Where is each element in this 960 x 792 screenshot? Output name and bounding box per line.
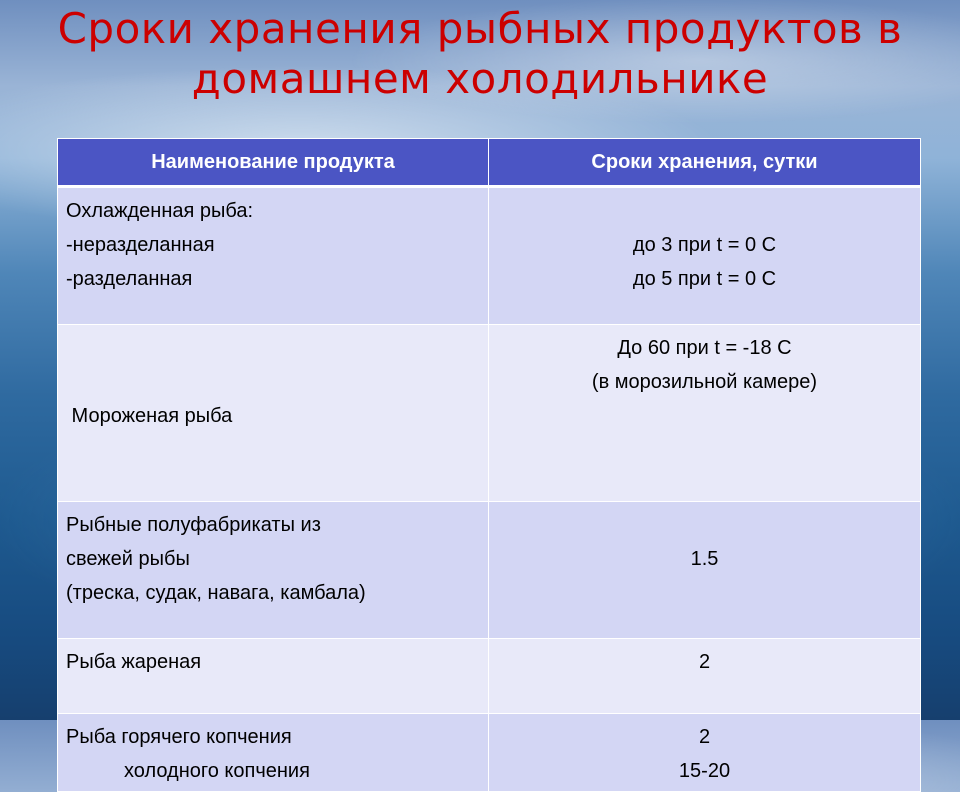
product-cell [58,639,489,714]
storage-time-line: до 3 при t = 0 С [632,234,777,256]
product-line: -разделанная [66,268,193,290]
storage-table [57,138,921,792]
storage-time-line: до 5 при t = 0 С [632,268,777,290]
product-cell [58,714,489,792]
product-line: -неразделанная [66,234,215,256]
table-row [58,187,921,325]
product-line: Мороженая рыба [66,405,233,427]
storage-time-cell [489,502,921,639]
table-row [58,714,921,792]
product-line: Охлажденная рыба: [66,200,254,222]
table-row [58,639,921,714]
storage-time-line: До 60 при t = -18 С [617,337,792,359]
storage-time-line: 2 [698,726,711,748]
product-line: свежей рыбы [66,548,190,570]
column-header-product: Наименование продукта [58,139,489,187]
storage-time-cell [489,639,921,714]
product-cell [58,325,489,502]
slide-title-line-2: домашнем холодильнике [191,54,769,103]
product-line: Рыба горячего копчения [66,726,292,748]
storage-time-cell [489,325,921,502]
slide-title-line-1: Сроки хранения рыбных продуктов в [57,4,903,53]
storage-time-line: 2 [698,651,711,673]
storage-time-cell [489,714,921,792]
product-cell [58,502,489,639]
storage-time-line: 1.5 [690,548,719,570]
product-line: (треска, судак, навага, камбала) [66,582,366,604]
storage-time-line: (в морозильной камере) [591,371,818,393]
storage-time-line [497,194,912,228]
table-row [58,325,921,502]
table-row [58,502,921,639]
storage-time-line: 15-20 [678,760,731,782]
table-header-row [58,139,921,187]
storage-time-line [497,508,912,542]
slide-title [0,4,960,104]
product-cell [58,187,489,325]
column-header-storage-time: Сроки хранения, сутки [489,139,921,187]
product-line: Рыбные полуфабрикаты из [66,514,321,536]
storage-time-cell [489,187,921,325]
product-line: Рыба жареная [66,651,202,673]
product-line: холодного копчения [124,760,310,782]
